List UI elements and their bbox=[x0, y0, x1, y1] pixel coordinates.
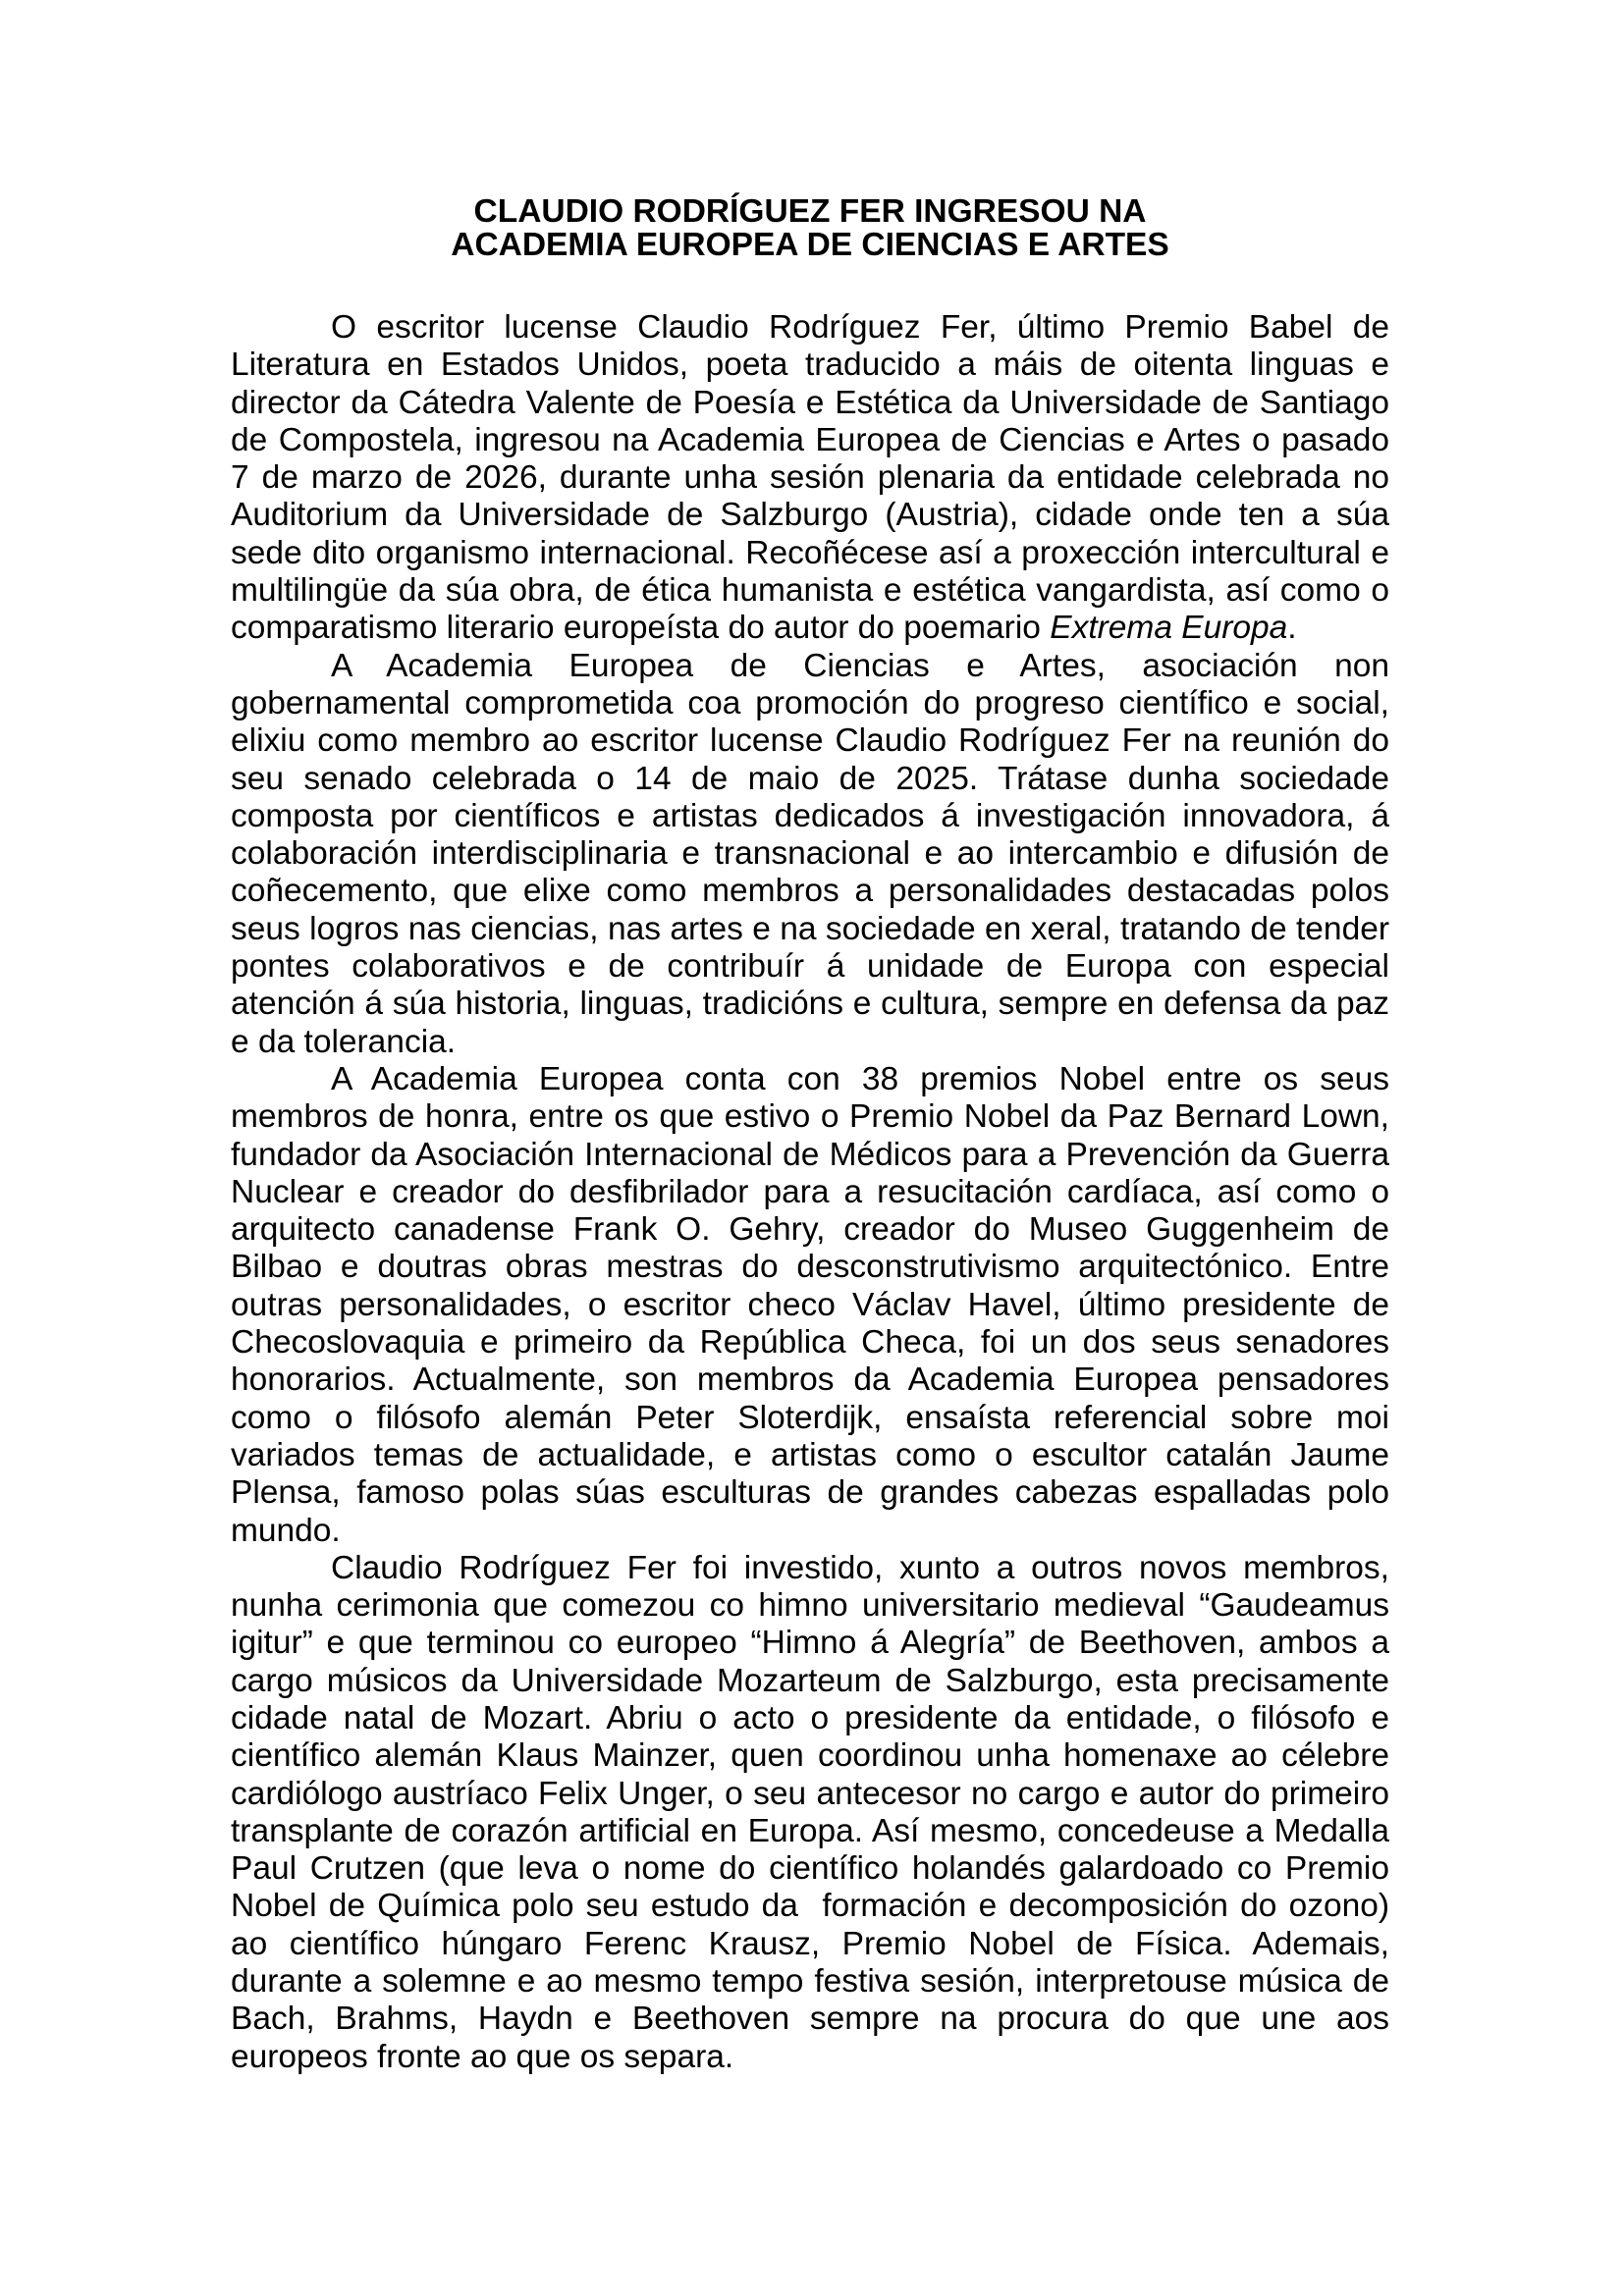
text-run: Claudio Rodríguez Fer foi investido, xunto a outros novos membros, nunha cerimonia que comezou co himno universitario medieval “Gaudeamus igitur” e que terminou co europeo “Himno á Alegría” de Beethoven, ambos a cargo músicos da Universidade Mozarteum de Salzburgo, esta precisamente cidade natal de Mozart. Abriu o acto o presidente da entidade, o filósofo e científico alemán Klaus Mainzer, quen coordinou unha homenaxe ao célebre cardiólogo austríaco Felix Unger, o seu antecesor no cargo e autor do primeiro transplante de corazón artificial en Europa. Así mesmo, concedeuse a Medalla Paul Crutzen (que leva o nome do científico holandés galardoado co Premio Nobel de Química polo seu estudo da formación e decomposición do ozono) ao científico húngaro Ferenc Krausz, Premio Nobel de Física. Ademais, durante a solemne e ao mesmo tempo festiva sesión, interpretouse música de Bach, Brahms, Haydn e Beethoven sempre na procura do que une aos europeos fronte ao que os separa. bbox=[231, 1549, 1399, 2075]
text-run: A Academia Europea conta con 38 premios Nobel entre os seus membros de honra, entre os que estivo o Premio Nobel da Paz Bernard Lown, fundador da Asociación Internacional de Médicos para a Prevención da Guerra Nuclear e creador do desfibrilador para a resucitación cardíaca, así como o arquitecto canadense Frank O. Gehry, creador do Museo Guggenheim de Bilbao e doutras obras mestras do desconstrutivismo arquitectónico. Entre outras personalidades, o escritor checo Václav Havel, último presidente de Checoslovaquia e primeiro da República Checa, foi un dos seus senadores honorarios. Actualmente, son membros da Academia Europea pensadores como o filósofo alemán Peter Sloterdijk, ensaísta referencial sobre moi variados temas de actualidade, e artistas como o escultor catalán Jaume Plensa, famoso polas súas esculturas de grandes cabezas espalladas polo mundo. bbox=[231, 1060, 1399, 1549]
document-title-line-2: ACADEMIA EUROPEA DE CIENCIAS E ARTES bbox=[451, 227, 1169, 263]
paragraph-4 bbox=[231, 1549, 1399, 2076]
document-title bbox=[231, 195, 1389, 262]
paragraph-1 bbox=[231, 309, 1399, 648]
italic-text-run: Extrema Europa bbox=[1050, 610, 1288, 647]
document-content bbox=[231, 193, 1399, 2076]
paragraph-2 bbox=[231, 647, 1399, 1061]
document-title-line-1: CLAUDIO RODRÍGUEZ FER INGRESOU NA bbox=[473, 193, 1147, 230]
document-body bbox=[231, 309, 1399, 2076]
text-run: . bbox=[1287, 610, 1297, 647]
paragraph-3 bbox=[231, 1060, 1399, 1550]
text-run: O escritor lucense Claudio Rodríguez Fer, último Premio Babel de Literatura en Estados Unidos, poeta traducido a máis de oitenta linguas e director da Cátedra Valente de Poesía e Estética da Universidade de Santiago de Compostela, ingresou na Academia Europea de Ciencias e Artes o pasado 7 de marzo de 2026, durante unha sesión plenaria da entidade celebrada no Auditorium da Universidade de Salzburgo (Austria), cidade onde ten a súa sede dito organismo internacional. Recoñécese así a proxección intercultural e multilingüe da súa obra, de ética humanista e estética vangardista, así como o comparatismo literario europeísta do autor do poemario bbox=[231, 309, 1399, 647]
text-run: A Academia Europea de Ciencias e Artes, asociación non gobernamental comprometida coa promoción do progreso científico e social, elixiu como membro ao escritor lucense Claudio Rodríguez Fer na reunión do seu senado celebrada o 14 de maio de 2025. Trátase dunha sociedade composta por científicos e artistas dedicados á investigación innovadora, á colaboración interdisciplinaria e transnacional e ao intercambio e difusión de coñecemento, que elixe como membros a personalidades destacadas polos seus logros nas ciencias, nas artes e na sociedade en xeral, tratando de tender pontes colaborativos e de contribuír á unidade de Europa con especial atención á súa historia, linguas, tradicións e cultura, sempre en defensa da paz e da tolerancia. bbox=[231, 647, 1399, 1060]
